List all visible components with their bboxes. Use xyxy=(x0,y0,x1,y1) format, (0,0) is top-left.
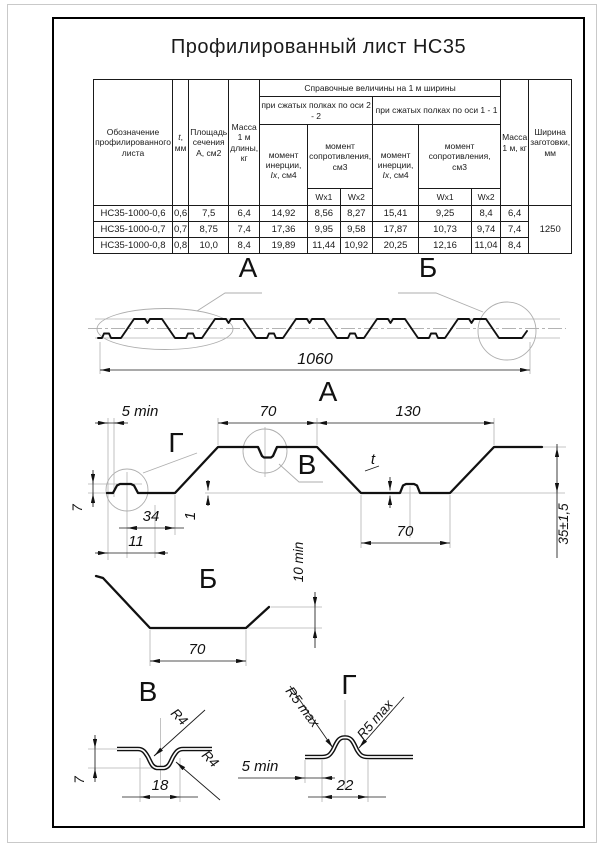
dim-text-7: 7 xyxy=(72,776,87,784)
col-header-wx1-22: Wx1 xyxy=(308,189,341,206)
dim-text-11: 11 xyxy=(128,533,144,550)
detail-b-title: Б xyxy=(198,563,218,594)
dim-text-r4-1: R4 xyxy=(167,705,191,729)
dim-text-1060: 1060 xyxy=(297,351,333,368)
cell-value: 0,7 xyxy=(173,222,189,238)
cell-value: 12,16 xyxy=(419,238,472,254)
overview-section xyxy=(88,252,566,374)
callout-label-a: А xyxy=(238,252,258,283)
detail-a-section xyxy=(70,376,571,560)
detail-b-section xyxy=(96,542,322,666)
cell-value: 11,04 xyxy=(472,238,501,254)
col-header-designation: Обозначение профилированного листа xyxy=(94,80,173,206)
col-header-resist-11: момент сопротивления, см3 xyxy=(419,125,501,189)
sheet-profile-detail-b xyxy=(96,576,269,628)
col-header-inertia-11: момент инерции, Ix, см4 xyxy=(373,125,419,206)
cell-designation: НС35-1000-0,8 xyxy=(94,238,173,254)
cell-value: 15,41 xyxy=(373,206,419,222)
detail-g-label: Г xyxy=(168,427,184,458)
cell-value: 9,25 xyxy=(419,206,472,222)
cell-value: 9,95 xyxy=(308,222,341,238)
cell-value: 9,58 xyxy=(340,222,373,238)
col-header-wx2-22: Wx2 xyxy=(340,189,373,206)
detail-v-label: В xyxy=(297,449,317,480)
page-title: Профилированный лист НС35 xyxy=(170,36,467,58)
cell-value: 0,6 xyxy=(173,206,189,222)
cell-value: 10,73 xyxy=(419,222,472,238)
dim-text-10min: 10 min xyxy=(291,541,306,583)
dim-text-t: t xyxy=(370,451,376,468)
dim-text-1: 1 xyxy=(182,511,199,521)
detail-g-title: Г xyxy=(341,669,357,700)
col-header-area: Площадь сечения А, см2 xyxy=(189,80,229,206)
cell-value: 17,87 xyxy=(373,222,419,238)
col-header-resist-22: момент сопротивления, см3 xyxy=(308,125,373,189)
cell-value: 6,4 xyxy=(229,206,260,222)
cell-value: 0,8 xyxy=(173,238,189,254)
cell-value: 10,92 xyxy=(340,238,373,254)
cell-value: 10,0 xyxy=(189,238,229,254)
dim-text-34: 34 xyxy=(142,508,160,525)
detail-v-title: В xyxy=(138,676,158,707)
dim-text-r4-2: R4 xyxy=(198,747,222,771)
detail-g-section xyxy=(238,669,413,802)
col-header-mass-length: Масса 1 м длины, кг xyxy=(229,80,260,206)
dim-text-7: 7 xyxy=(70,504,85,512)
cell-value: 8,4 xyxy=(229,238,260,254)
col-header-blank-width: Ширина заготовки, мм xyxy=(529,80,572,206)
callout-label-b: Б xyxy=(418,252,438,283)
cell-value: 19,89 xyxy=(260,238,308,254)
sheet-profile-detail-v xyxy=(117,749,212,768)
cell-blank-width: 1250 xyxy=(529,206,572,254)
cell-value: 8,27 xyxy=(340,206,373,222)
cell-value: 11,44 xyxy=(308,238,341,254)
col-header-axis11: при сжатых полках по оси 1 - 1 xyxy=(373,97,501,125)
cell-value: 9,74 xyxy=(472,222,501,238)
col-header-reference: Справочные величины на 1 м ширины xyxy=(260,80,501,97)
dim-text-70-bottom: 70 xyxy=(396,523,414,540)
dim-text-70-top: 70 xyxy=(259,403,277,420)
detail-a-title: А xyxy=(318,376,338,407)
col-header-wx2-11: Wx2 xyxy=(472,189,501,206)
cell-value: 7,5 xyxy=(189,206,229,222)
cell-value: 8,56 xyxy=(308,206,341,222)
cell-value: 8,75 xyxy=(189,222,229,238)
col-header-mass: Масса 1 м, кг xyxy=(501,80,529,206)
cell-value: 7,4 xyxy=(501,222,529,238)
leader-line-b xyxy=(398,293,483,312)
cell-value: 6,4 xyxy=(501,206,529,222)
cell-value: 20,25 xyxy=(373,238,419,254)
detail-v-section xyxy=(72,676,222,802)
detail-a-callout-ellipse xyxy=(97,309,233,350)
cell-value: 8,4 xyxy=(501,238,529,254)
dim-text-18: 18 xyxy=(151,777,169,794)
dim-text-r5-2: R5 max xyxy=(353,697,396,742)
cell-value: 17,36 xyxy=(260,222,308,238)
dim-text-5min: 5 min xyxy=(121,403,159,420)
dim-text-5min: 5 min xyxy=(241,758,279,775)
cell-value: 8,4 xyxy=(472,206,501,222)
cell-designation: НС35-1000-0,6 xyxy=(94,206,173,222)
col-header-thickness: t, мм xyxy=(173,80,189,206)
dim-text-22: 22 xyxy=(336,777,354,794)
col-header-wx1-11: Wx1 xyxy=(419,189,472,206)
dim-text-r5-1: R5 max xyxy=(282,683,323,730)
leader-line-a xyxy=(197,293,262,311)
dim-text-70: 70 xyxy=(188,641,206,658)
cell-value: 7,4 xyxy=(229,222,260,238)
col-header-inertia-22: момент инерции, Ix, см4 xyxy=(260,125,308,206)
col-header-axis22: при сжатых полках по оси 2 - 2 xyxy=(260,97,373,125)
cell-designation: НС35-1000-0,7 xyxy=(94,222,173,238)
dim-text-130: 130 xyxy=(395,403,421,420)
dim-text-35: 35±1,5 xyxy=(556,503,571,545)
cell-value: 14,92 xyxy=(260,206,308,222)
